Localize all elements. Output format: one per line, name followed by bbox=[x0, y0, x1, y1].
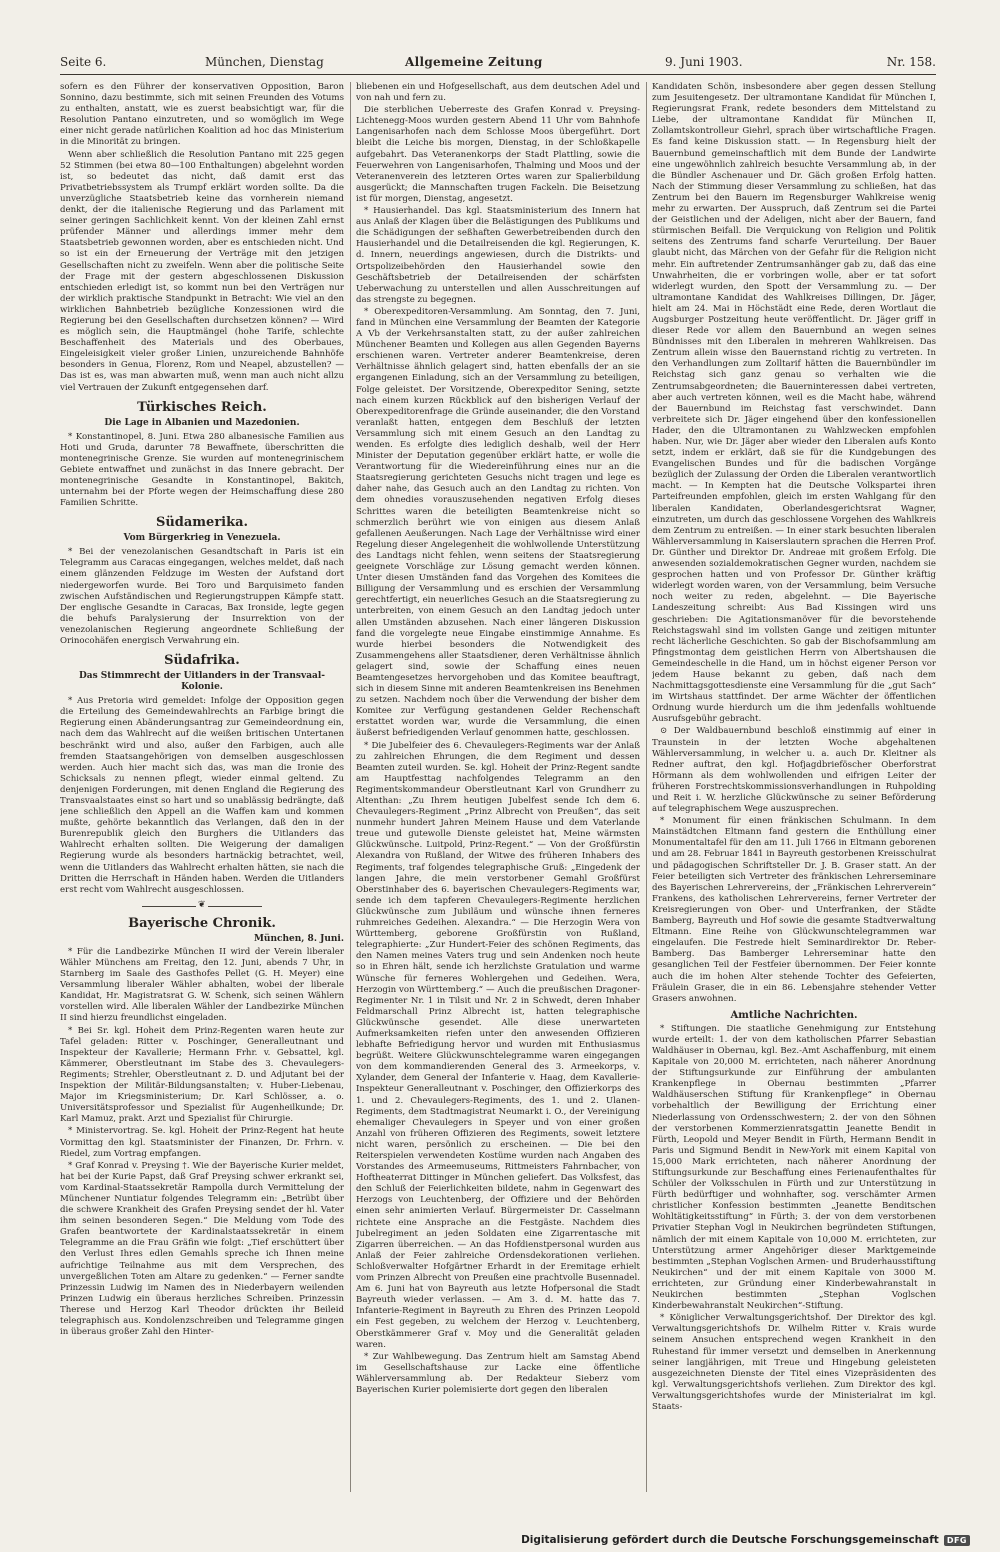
column-rule bbox=[646, 82, 647, 1492]
section-divider: ❦ bbox=[142, 902, 262, 910]
page-number: Seite 6. bbox=[60, 55, 107, 69]
article-paragraph: sofern es den Führer der konservativen Opposition, Baron Sonnino, dazu bestimmte, sich mit seinen Freunden des Votums zu enthalten, anstatt, wie es zuerst beabsichtigt war, für die Resolution Pantano einzutreten, und so womöglich im Wege einer nicht gerade natürlichen Koalition ad hoc das Ministerium in die Minorität zu bringen. bbox=[60, 82, 344, 148]
article-paragraph: * Bei der venezolanischen Gesandtschaft in Paris ist ein Telegramm aus Caracas eingegangen, welches meldet, daß nach einem glänzenden Feldzuge im Westen der Aufstand dort niedergeworfen wurde. Bei Toro und Barquisimeto fanden zwischen Aufständischen und Regierungstruppen Kämpfe statt. Der englische Gesandte in Caracas, Bax Ironside, legte gegen die behufs Paralysierung der Insurrektion von der venezolanischen Regierung angeordnete Schließung der Orinocohäfen energisch Verwahrung ein. bbox=[60, 547, 344, 647]
article-paragraph: * Graf Konrad v. Preysing †. Wie der Bayerische Kurier meldet, hat bei der Kurie Papst, daß Graf Preysing schwer erkrankt sei, vom Kardinal-Staatssekretär Rampolla durch Vermittelung der Münchener Nuntiatur folgendes Telegramm ein: „Betrübt über die schwere Krankheit des Grafen Preysing sendet der hl. Vater ihm seinen besonderen Segen.“ Die Meldung vom Tode des Grafen beantwortete der Kardinalstaatssekretär in einem Telegramme an die Frau Gräfin wie folgt: „Tief erschüttert über den Verlust Ihres edlen Gemahls spreche ich Ihnen meine aufrichtige Teilnahme aus mit dem Versprechen, des unvergeßlichen Toten am Altare zu gedenken.“ — Ferner sandte Prinzessin Ludwig im Namen des in Niederbayern weilenden Prinzen Ludwig ein überaus herzliches Schreiben. Prinzessin Therese und Herzog Karl Theodor drückten ihr Beileid telegraphisch aus. Kondolenzschreiben und Telegramme gingen in überaus großer Zahl den Hinter- bbox=[60, 1160, 344, 1338]
newspaper-title: Allgemeine Zeitung bbox=[405, 55, 543, 69]
column-rule bbox=[350, 82, 351, 1492]
footer-credit: Digitalisierung gefördert durch die Deutsche Forschungsgemeinschaft bbox=[521, 1534, 939, 1546]
article-paragraph: Die sterblichen Ueberreste des Grafen Konrad v. Preysing-Lichtenegg-Moos wurden gestern Abend 11 Uhr vom Bahnhofe Langenisarhofen nach dem Schlosse Moos übergeführt. Dort bleibt die Leiche bis morgen, Dienstag, in der Schloßkapelle aufgebahrt. Das Veteranenkorps der Stadt Plattling, sowie die Feuerwehren von Langenisarhofen, Thalming und Moos und der Veteranenverein des letzteren Ortes waren zur Spalierbildung ausgerückt; die Mannschaften trugen Fackeln. Die Beisetzung ist für morgen, Dienstag, angesetzt. bbox=[356, 105, 640, 204]
article-paragraph: Kandidaten Schön, insbesondere aber gegen dessen Stellung zum Jesuitengesetz. Der ultramontane Kandidat für München I, Regierungsrat Frank, redete besonders dem Mittelstand zu Liebe, der ultramontane Kandidat für München II, Zollamtskontrolleur Giehrl, sprach über wirtschaftliche Fragen. Es fand keine Diskussion statt. — In Regensburg hielt der Bauernbund gemeinschaftlich mit dem Bunde der Landwirte eine ungewöhnlich zahlreich besuchte Versammlung ab, in der die Bündler Aschenauer und Dr. Gäch großen Erfolg hatten. Nach der Stimmung dieser Versammlung zu schließen, hat das Zentrum bei den Bauern im Regensburger Wahlkreise wenig mehr zu erwarten. Der Ausspruch, daß Zentrum sei die Partei der Geistlichen und der Adeligen, nicht aber der Bauern, fand stürmischen Beifall. Die Verquickung von Religion und Politik seitens des Zentrums fand scharfe Verurteilung. Der Bauer glaubt nicht, das Märchen von der Gefahr für die Religion nicht mehr. Ein auftretender Zentrumsanhänger gab zu, daß das eine Unwahrheiten, die er vorbringen wolle, aber er tat sofort widerlegt wurden, den Spott der Versammlung zu. — Der ultramontane Kandidat des Wahlkreises Dillingen, Dr. Jäger, hielt am 24. Mai in Höchstädt eine Rede, deren Wortlaut die Augsburger Postzeitung heute veröffentlicht. Dr. Jäger griff in dieser Rede vor allem den Bauernbund an wegen seines Bündnisses mit den Liberalen in mehreren Wahlkreisen. Das Zentrum allein wisse den Bauernstand richtig zu vertreten. In den Verhandlungen zum Zolltarif hätten die Bauernbündler im Reichstag sich ganz genau so verhalten wie die Zentrumsabgeordneten; die Bauerninteressen dabei vertreten, aber auch vertreten können, weil es die Macht habe, während der Bauernbund im Reichstag fast verschwindet. Dann verbreitete sich Dr. Jäger eingehend über den konfessionellen Hader, den die Ultramontanen zu Wahlzwecken empfohlen haben. Nur, wie Dr. Jäger aber wieder den Liberalen aufs Konto setzt, indem er erklärt, daß sie für die Kundgebungen des Evangelischen Bundes und für die badischen Vorgänge bezüglich der Zulassung der Orden die Liberalen verantwortlich macht. — In Kempten hat die Deutsche Volkspartei ihren Parteifreunden empfohlen, gleich im ersten Wahlgang für den liberalen Kandidaten, Oberlandesgerichtsrat Wagner, einzutreten, um durch das geschlossene Vorgehen des Wahlkreis dem Zentrum zu entreißen. — In einer stark besuchten liberalen Wählerversammlung in Kaiserslautern sprachen die Herren Prof. Dr. Günther und Direktor Dr. Andreae mit großem Erfolg. Die anwesenden sozialdemokratischen Gegner wurden, nachdem sie gesprochen hatten und von Professor Dr. Günther kräftig widerlegt worden waren, von der Versammlung, beim Versuche noch weiter zu reden, abgelehnt. — Die Bayerische Landeszeitung schreibt: Aus Bad Kissingen wird uns geschrieben: Die Agitationsmanöver für die bevorstehende Reichstagswahl sind im vollsten Gange und zeitigen mitunter recht lächerliche Geschichten. So gab der Bischofsammlung am Pfingstmontag dem geistlichen Herrn von Albertshausen die Gemeindeschelle in die Hand, um in höchst eigener Person vor jedem Hause bekannt zu geben, daß nach dem Nachmittagsgottesdienste eine Versammlung für die „gut Sach“ im Wirtshaus stattfindet. Der arme Wächter der öffentlichen Ordnung wurde hierdurch um die ihm jedenfalls wohltuende Ausrufsgebühr gebracht. bbox=[652, 82, 936, 725]
subheading: Das Stimmrecht der Uitlanders in der Transvaal-Kolonie. bbox=[78, 671, 326, 693]
header-city-day: München, Dienstag bbox=[205, 55, 324, 69]
section-heading-south-africa: Südafrika. bbox=[164, 653, 240, 669]
column-3 bbox=[652, 82, 936, 1492]
article-paragraph: * Hausierhandel. Das kgl. Staatsministerium des Innern hat aus Anlaß der Klagen über die Belästigungen des Publikums und die Schädigungen der seßhaften Gewerbetreibenden durch den Hausierhandel und die Detailreisenden die kgl. Regierungen, K. d. Innern, neuerdings angewiesen, durch die Distrikts- und Ortspolizeibehörden den Hausierhandel sowie den Geschäftsbetrieb der Detailreisenden der schärfsten Ueberwachung zu unterstellen und allen Ausschreitungen auf das strengste zu begegnen. bbox=[356, 206, 640, 305]
article-paragraph: * Stiftungen. Die staatliche Genehmigung zur Entstehung wurde erteilt: 1. der von dem katholischen Pfarrer Sebastian Waldhäuser in Obernau, kgl. Bez.-Amt Aschaffenburg, mit einem Kapitale von 20,000 M. errichteten, nach näherer Anordnung der Stiftungsurkunde zur Einführung der ambulanten Krankenpflege in Obernau bestimmten „Pfarrer Waldhäuserschen Stiftung für Krankenpflege“ in Obernau vorbehaltlich der Bewilligung der Errichtung einer Niederlassung von Ordensschwestern; 2. der von den Söhnen der verstorbenen Kommerzienratsgattin Jeanette Bendit in Fürth, Leopold und Meyer Bendit in Fürth, Hermann Bendit in Paris und Sigmund Bendit in New-York mit einem Kapital von 15,000 Mark errichteten, nach näherer Anordnung der Stiftungsurkunde zur Beschaffung eines Ferienaufenthaltes für Schüler der Volksschulen in Fürth und zur Unterstützung in Fürth bedürftiger und wohnhafter, sog. verschämter Armen christlicher Konfession bestimmten „Jeanette Benditschen Wohltätigkeitsstiftung“ in Fürth; 3. der von dem verstorbenen Privatier Stephan Vogl in Neukirchen begründeten Stiftungen, nämlich der mit einem Kapitale von 10,000 M. errichteten, zur Unterstützung armer Angehöriger dieser Marktgemeinde bestimmten „Stephan Voglschen Armen- und Bruderhausstiftung Neukirchen“ und der mit einem Kapitale von 3000 M. errichteten, zur Gründung einer Kinderbewahranstalt in Neukirchen bestimmten „Stephan Voglschen Kinderbewahranstalt Neukirchen“-Stiftung. bbox=[652, 1023, 936, 1312]
article-paragraph: ⊙ Der Waldbauernbund beschloß einstimmig auf einer in Traunstein in der letzten Woche abgehaltenen Wählerversammlung, in welcher u. a. auch Dr. Kleitner als Redner auftrat, den kgl. Hofjagdbrieföscher Oberforstrat Hörmann als dem wohlwollenden und eifrigen Leiter der früheren Forstrechtskommissionsverhandlungen in Ruhpolding und Reit i. W. herzliche Glückwünsche zu seiner Beförderung auf telegraphischem Wege auszusprechen. bbox=[652, 726, 936, 815]
column-1 bbox=[60, 82, 344, 1492]
column-2 bbox=[356, 82, 640, 1492]
article-paragraph: * Ministervortrag. Se. kgl. Hoheit der Prinz-Regent hat heute Vormittag den kgl. Staatsminister der Finanzen, Dr. Frhrn. v. Riedel, zum Vortrag empfangen. bbox=[60, 1126, 344, 1159]
article-paragraph: bliebenen ein und Hofgesellschaft, aus dem deutschen Adel und von nah und fern zu. bbox=[356, 82, 640, 104]
subheading: Die Lage in Albanien und Mazedonien. bbox=[104, 417, 300, 428]
subheading: Vom Bürgerkrieg in Venezuela. bbox=[123, 533, 281, 544]
article-paragraph: * Aus Pretoria wird gemeldet: Infolge der Opposition gegen die Erteilung des Gemeindewahlrechts an Farbige bringt die Regierung einen Abänderungsantrag zur Gemeindeordnung ein, nach dem das Wahlrecht auf die weißen britischen Untertanen beschränkt wird und also, außer den Farbigen, auch alle fremden Staatsangehörigen von demselben ausgeschlossen werden. Auch hier macht sich das, was man die Ironie des Schicksals zu nennen pflegt, wieder einmal geltend. Zu denjenigen Forderungen, mit denen England die Regierung des Transvaalstaates einst so hart und so unablässig bedrängte, daß jene schließlich den Appell an die Waffen kam und kommen mußte, gehörte bekanntlich das Verlangen, daß den in der Burenrepublik gleich den Burghers die Uitlanders das Wahlrecht erhalten sollten. Die Weigerung der damaligen Regierung wurde als besonders hartnäckig betrachtet, weil, wenn die Uitlanders das Wahlrecht erhalten hätten, sie nach die Dritten die Herrschaft in Händen haben. Werden die Uitlanders erst recht vom Wahlrecht ausgeschlossen. bbox=[60, 696, 344, 895]
section-heading-turkey: Türkisches Reich. bbox=[137, 399, 267, 415]
dateline: München, 8. Juni. bbox=[253, 933, 344, 944]
header-date: 9. Juni 1903. bbox=[665, 55, 743, 69]
article-paragraph: * Monument für einen fränkischen Schulmann. In dem Mainstädtchen Eltmann fand gestern die Enthüllung einer Monumentaltafel für den am 11. Juli 1766 in Eltmann geborenen und am 28. Februar 1841 in Bayreuth gestorbenen Kreisschulrat und pädagogischen Schriftsteller Dr. J. B. Graser statt. An der Feier beteiligten sich Vertreter des fränkischen Lehrerseminare des Bayerischen Lehrervereins, der „Fränkischen Lehrerverein“ Frankens, des katholischen Lehrervereins, ferner Vertreter der Kreisregierungen von Ober- und Unterfranken, der Städte Bamberg, Bayreuth und Hof sowie die gesamte Stadtverwaltung Eltmann. Eine Reihe von Glückwunschtelegrammen war eingelaufen. Die Festrede hielt Seminardirektor Dr. Reber-Bamberg. Das Bamberger Lehrerseminar hatte den gesanglichen Teil der Festfeier übernommen. Der Feier konnte auch die im hohen Alter stehende Tochter des Gefeierten, Fräulein Graser, die in ein 86. Lebensjahre stehender Vetter Grasers anwohnen. bbox=[652, 816, 936, 1004]
newspaper-page bbox=[60, 52, 936, 1500]
article-paragraph: * Konstantinopel, 8. Juni. Etwa 280 albanesische Familien aus Hoti und Gruda, darunter 78 Bewaffnete, überschritten die montenegrinische Grenze. Sie wurden auf montenegrinischem Gebiete entwaffnet und zunächst in das Innere gebracht. Der montenegrinische Gesandte in Konstantinopel, Bakitch, unternahm bei der Pforte wegen der Heimschaffung diese 280 Familien Schritte. bbox=[60, 431, 344, 509]
page-header bbox=[60, 52, 936, 75]
article-paragraph: * Königlicher Verwaltungsgerichtshof. Der Direktor des kgl. Verwaltungsgerichtshofs Dr. Wilhelm Ritter v. Krais wurde seinem Ansuchen entsprechend wegen Krankheit in den Ruhestand für immer versetzt und demselben in Anerkennung seiner langjährigen, mit Treue und Hingebung geleisteten ausgezeichneten Dienste der Titel eines Vizepräsidenten des kgl. Verwaltungsgerichtshofs verliehen. Zum Direktor des kgl. Verwaltungsgerichtshofes wurde der Ministerialrat im kgl. Staats- bbox=[652, 1313, 936, 1412]
article-paragraph: * Die Jubelfeier des 6. Chevaulegers-Regiments war der Anlaß zu zahlreichen Ehrungen, die dem Regiment und dessen Beamten zuteil wurden. Se. kgl. Hoheit der Prinz-Regent sandte am Hauptfesttag nachfolgendes Telegramm an den Regimentskommandeur Oberstleutnant Karl von Grundherr zu Altenthan: „Zu Ihrem heutigen Jubelfest sende Ich dem 6. Chevaulegers-Regiment „Prinz Albrecht von Preußen“, das seit nunmehr hundert Jahren Meinem Hause und dem Vaterlande treue und gutewolle Dienste geleistet hat, Meine wärmsten Glückwünsche. Luitpold, Prinz-Regent.“ — Von der Großfürstin Alexandra von Rußland, der Witwe des früheren Inhabers des Regiments, traf folgendes telegraphische Gruß: „Eingedenk der langen Jahre, die mein verstorbener Gemahl Großfürst Oberstinhaber des 6. bayerischen Chevaulegers-Regiments war, sende ich dem tapferen Chevaulegers-Regimente herzlichen Glückwünsche zum Jubiläum und wünsche ihnen ferneres ruhmreiches Gedeihen. Alexandra.“ — Die Herzogin Wera von Württemberg, geborene Großfürstin von Rußland, telegraphierte: „Zur Hundert-Feier des schönen Regiments, das den Namen meines Vaters trug und sein Andenken noch heute so in Ehren hält, sende ich herzlichste Gratulation und warme Wünsche für ferneres Wohlergehen und Gedeihen. Wera, Herzogin von Württemberg.“ — Auch die preußischen Dragoner-Regimenter Nr. 1 in Tilsit und Nr. 2 in Schwedt, deren Inhaber Feldmarschall Prinz Albrecht ist, hatten telegraphische Glückwünsche gesendet. Alle diese unerwarteten Aufmerksamkeiten riefen unter den anwesenden Offizieren lebhafte Befriedigung hervor und wurden mit Enthusiasmus begrüßt. Weitere Glückwunschtelegramme waren eingegangen von dem kommandierenden General des 3. Armeekorps, v. Xylander, dem General der Infanterie v. Haag, dem Kavallerie-Inspekteur Generalleutnant v. Poschinger, den Offizierkorps des 1. und 2. Chevaulegers-Regiments, des 1. und 2. Ulanen-Regiments, dem Stadtmagistrat Neumarkt i. O., der Vereinigung ehemaliger Chevaulegers in Speyer und von einer großen Anzahl von früheren Offizieren des Regiments, soweit letztere nicht waren, persönlich zu erscheinen. — Die bei den Reiterspielen verwendeten Kostüme wurden nach Angaben des Vorstandes des Armeemuseums, Rittmeisters Fahrnbacher, von Hoftheaterrat Dittinger in München geliefert. Das Volksfest, das den Schluß der Feierlichkeiten bildete, nahm in Gegenwart des Herzogs von Leuchtenberg, der Offiziere und der Behörden einen sehr animierten Verlauf. Bürgermeister Dr. Casselmann richtete eine Ansprache an die Festgäste. Nachdem dies Jubelregiment an jeden Soldaten eine Zigarrentasche mit Zigarren überreichen. — An das Hofdienstpersonal wurden aus Anlaß der Feier zahlreiche Ordensdekorationen verliehen. Schloßverwalter Hofgärtner Erhardt in der Eremitage erhielt vom Prinzen Albrecht von Preußen eine prachtvolle Busennadel. Am 6. Juni hat von Bayreuth aus letzte Hofpersonal die Stadt Bayreuth wieder verlassen. — Am 3. d. M. hatte das 7. Infanterie-Regiment in Bayreuth zu Ehren des Prinzen Leopold ein Fest gegeben, zu welchem der Herzog v. Leuchtenberg, Oberstkämmerer Graf v. Moy und die Generalität geladen waren. bbox=[356, 740, 640, 1350]
digitization-footer bbox=[521, 1534, 970, 1546]
section-heading-bavarian-chronicle: Bayerische Chronik. bbox=[128, 915, 276, 931]
article-paragraph: * Für die Landbezirke München II wird der Verein liberaler Wähler Münchens am Freitag, den 12. Juni, abends 7 Uhr, in Starnberg im Saale des Gasthofes Pellet (G. H. Meyer) eine Versammlung liberaler Wähler abhalten, wobei der liberale Kandidat, Hr. Magistratsrat G. W. Schenk, sich seinen Wählern vorstellen wird. Alle liberalen Wähler der Landbezirke München II sind hierzu freundlichst eingeladen. bbox=[60, 946, 344, 1024]
article-paragraph: * Zur Wahlbewegung. Das Zentrum hielt am Samstag Abend im Gesellschaftshause zur Lacke eine öffentliche Wählerversammlung ab. Der Redakteur Sieberz vom Bayerischen Kurier polemisierte dort gegen den liberalen bbox=[356, 1351, 640, 1395]
article-paragraph: Wenn aber schließlich die Resolution Pantano mit 225 gegen 52 Stimmen (bei etwa 80—100 Enthaltungen) abgelehnt worden ist, so bedeutet das nicht, daß damit erst das Privatbetriebssystem als Trumpf erklärt worden sollte. Da die unverzügliche Staatsbetrieb keine das vornherein niemand denkt, der die italienische Regierung und das Parlament mit seiner geringen Sachlichkeit kennt. Von der kleinen Zahl ernst prüfender Männer und allerdings immer mehr dem Staatsbetrieb gewonnen worden, aber es entschieden nicht. Und so ist ein der Erneuerung der Verträge mit den jetzigen Gesellschaften nicht zu zweifeln. Wenn aber die politische Seite der Frage mit der gestern abgeschlossenen Diskussion entschieden erledigt ist, so kommt nun bei den Verträgen nur der wirklich praktische Standpunkt in Betracht: Wie viel an den wirklichen Bahnbetrieb bezügliche Konzessionen wird die Regierung bei den Gesellschaften durchsetzen können? — Wird es möglich sein, die Hauptmängel (hohe Tarife, schlechte Beschaffenheit des Materials und des Oberbaues, Eingeleisigkeit vieler großer Linien, unzureichende Bahnhöfe besonders in Genua, Florenz, Rom und Neapel, abzustellen? — Das ist es, was man abwarten muß, wenn man auch nicht allzu viel Vertrauen der Zukunft entgegensehen darf. bbox=[60, 149, 344, 393]
article-paragraph: * Bei Sr. kgl. Hoheit dem Prinz-Regenten waren heute zur Tafel geladen: Ritter v. Poschinger, Generalleutnant und Inspekteur der Kavallerie; Hermann Frhr. v. Gebsattel, kgl. Kämmerer, Oberstleutnant im Stabe des 3. Chevaulegers-Regiments; Strehler, Oberstleutnant z. D. und Adjutant bei der Inspektion der Militär-Bildungsanstalten; v. Huber-Liebenau, Major im Kriegsministerium; Dr. Karl Schlösser, a. o. Universitätsprofessor und Spezialist für Augenheilkunde; Dr. Karl Mamuz, prakt. Arzt und Spezialist für Chirurgie. bbox=[60, 1025, 344, 1125]
dfg-logo: DFG bbox=[944, 1535, 970, 1546]
issue-number: Nr. 158. bbox=[886, 55, 936, 69]
article-paragraph: * Oberexpeditoren-Versammlung. Am Sonntag, den 7. Juni, fand in München eine Versammlung der Beamten der Kategorie A Vb der Verkehrsanstalten statt, zu der außer zahlreichen Münchener Beamten und Kollegen aus allen Gegenden Bayerns erschienen waren. Vertreter anderer Beamtenkreise, deren Verhältnisse ähnlich gelagert sind, hatten ebenfalls der an sie ergangenen Einladung, sich an der Versammlung zu beteiligen, Folge geleistet. Der Vorsitzende, Oberexpeditor Sening, setzte nach einem kurzen Rückblick auf den bisherigen Verlauf der Oberexpeditorenfrage die Gründe auseinander, die den Vorstand veranlaßt hatten, entgegen dem Beschluß der letzten Versammlung sich mit einem Gesuch an den Landtag zu wenden. Es erfolgte dies lediglich deshalb, weil der Herr Minister der Deputation gegenüber erklärt hatte, er wolle die Verantwortung für die Wiedereinführung eines nur an die Staatsregierung gerichteten Gesuchs nicht tragen und lege es daher nahe, das Gesuch auch an den Landtag zu richten. Von dem ohnedies vorauszusehenden negativen Erfolg dieses Schrittes waren die beteiligten Beamtenkreise nicht so schmerzlich berührt wie von einigen aus diesem Anlaß gefallenen Aeußerungen. Nach Lage der Verhältnisse wird einer Regelung dieser Angelegenheit die wohlwollende Unterstützung des Landtags nicht fehlen, wenn seitens der Staatsregierung geeignete Vorschläge zur Lösung gemacht werden können. Unter diesen Umständen fand das Vorgehen des Komitees die Billigung der Versammlung und es erschien der Versammlung gerechtfertigt, ein neuerliches Gesuch an die Staatsregierung zu unterbreiten, von einem Gesuch an den Landtag jedoch unter allen Umständen abzusehen. Nach einer längeren Diskussion fand die vorgelegte neue Eingabe einstimmige Annahme. Es wurde hierbei besonders die Notwendigkeit des Zusammengehens aller Staatsdiener, deren Verhältnisse ähnlich gelagert sind, sowie der Schaffung eines neuen Beamtengesetzes hervorgehoben und das Komitee beauftragt, sich in diesem Sinne mit anderen Beamtenkreisen ins Benehmen zu setzen. Nachdem noch über die Verwendung der bisher dem Komitee zur Verfügung gestandenen Gelder Rechenschaft erstattet worden war, wurde die Versammlung, die einen äußerst befriedigenden Verlauf genommen hatte, geschlossen. bbox=[356, 306, 640, 739]
section-heading-official-news: Amtliche Nachrichten. bbox=[730, 1009, 858, 1021]
section-heading-south-america: Südamerika. bbox=[155, 515, 249, 531]
